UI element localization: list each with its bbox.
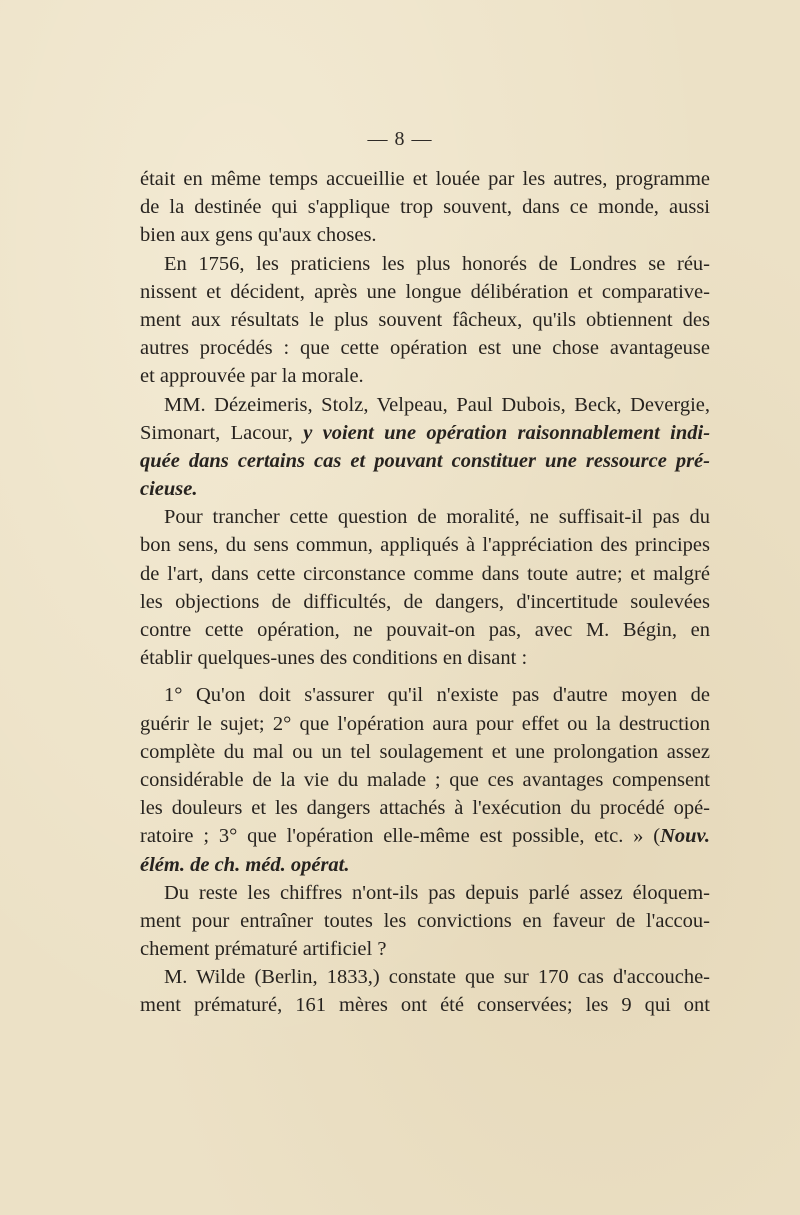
text-line: En 1756, les praticiens les plus honorés de Londres se réu-: [164, 252, 710, 275]
page-number: — 8 —: [367, 128, 433, 150]
text-line: était en même temps accueillie et louée par les autres, programme: [140, 168, 710, 190]
text-line: les douleurs et les dangers attachés à l'exécution du procédé opé-: [140, 797, 710, 820]
text-line: complète du mal ou un tel soulagement et une prolongation assez: [140, 740, 710, 763]
text-line: ment prématuré, 161 mères ont été conservées; les 9 qui ont: [140, 994, 710, 1017]
text-line: et approuvée par la morale.: [140, 365, 364, 388]
text-line-mixed: [140, 822, 710, 850]
text-line: ment aux résultats le plus souvent fâcheux, qu'ils obtiennent des: [140, 308, 710, 331]
text-line: Pour trancher cette question de moralité, ne suffisait-il pas du: [164, 506, 710, 529]
text-line: 1° Qu'on doit s'assurer qu'il n'existe pas d'autre moyen de: [164, 684, 710, 707]
text-line: MM. Dézeimeris, Stolz, Velpeau, Paul Dubois, Beck, Devergie,: [164, 393, 710, 416]
text-line: guérir le sujet; 2° que l'opération aura pour effet ou la destruction: [140, 712, 710, 735]
text-line: nissent et décident, après une longue délibération et comparative-: [140, 280, 710, 303]
text-segment: ratoire ; 3° que l'opération elle-même est possible, etc. » (: [140, 825, 661, 848]
italic-quote: y voient une opération raisonnablement indi-: [303, 421, 711, 444]
text-line: chement prématuré artificiel ?: [140, 938, 387, 961]
text-line-italic: quée dans certains cas et pouvant constituer une ressource pré-: [140, 449, 710, 472]
text-line: de la destinée qui s'applique trop souvent, dans ce monde, aussi: [140, 196, 710, 219]
text-line-italic: élém. de ch. méd. opérat.: [140, 853, 350, 876]
text-line-italic: cieuse.: [140, 478, 198, 501]
italic-citation: Nouv.: [660, 825, 710, 848]
text-line: bon sens, du sens commun, appliqués à l'appréciation des principes: [140, 534, 710, 557]
text-line: établir quelques-unes des conditions en disant :: [140, 647, 528, 670]
text-line: considérable de la vie du malade ; que ces avantages compensent: [140, 768, 710, 791]
text-line-mixed: [140, 419, 710, 447]
text-line: contre cette opération, ne pouvait-on pas, avec M. Bégin, en: [140, 619, 710, 641]
text-line: autres procédés : que cette opération est une chose avantageuse: [140, 337, 710, 360]
text-line: Du reste les chiffres n'ont-ils pas depuis parlé assez éloquem-: [164, 881, 710, 904]
text-line: bien aux gens qu'aux choses.: [140, 224, 377, 247]
text-line: ment pour entraîner toutes les convictions en faveur de l'accou-: [140, 909, 710, 932]
text-line: les objections de difficultés, de dangers, d'incertitude soulevées: [140, 590, 710, 613]
body-text: [140, 165, 710, 1020]
text-line: de l'art, dans cette circonstance comme dans toute autre; et malgré: [140, 562, 710, 585]
text-line: M. Wilde (Berlin, 1833,) constate que sur 170 cas d'accouche-: [164, 966, 710, 989]
text-segment: Simonart, Lacour,: [140, 421, 293, 444]
